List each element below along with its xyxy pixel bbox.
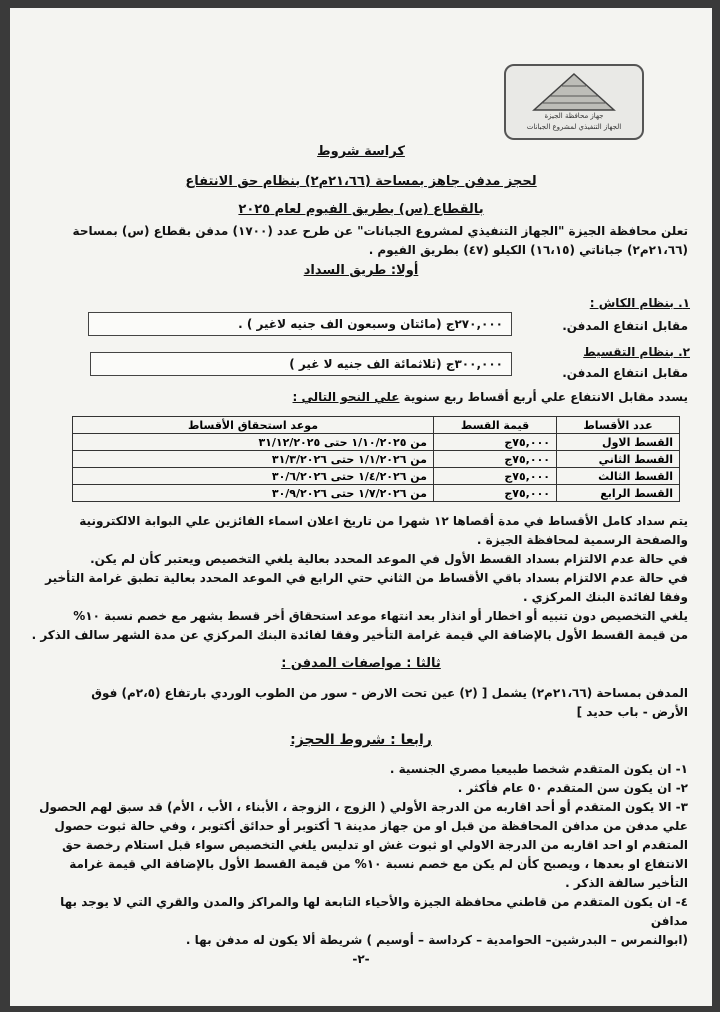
table-cell: ٧٥,٠٠٠ج [434, 434, 557, 451]
installment-value-box [90, 352, 512, 376]
specs-line-2: الأرض - باب حديد ] [576, 705, 688, 719]
condition-line: ١- ان يكون المتقدم شخصا طبيعيا مصري الجنسية . [389, 762, 688, 776]
table-cell: من ١/١/٢٠٢٦ حتى ٣١/٣/٢٠٢٦ [73, 451, 434, 468]
condition-line: ٤- ان يكون المتقدم من قاطني محافظة الجيزة والأحياء التابعة لها والمراكز والمدن والقري التي لا يوجد بها مدافن [60, 895, 688, 928]
rule-line: يتم سداد كامل الأقساط في مدة أقصاها ١٢ شهرا من تاريخ اعلان اسماء الفائزين علي البوابة الالكترونية [79, 514, 688, 528]
logo [504, 64, 644, 140]
page-number: -٢- [352, 952, 370, 966]
table-header: موعد استحقاق الأقساط [73, 417, 434, 434]
rule-line: والصفحة الرسمية لمحافظة الجيزة . [476, 533, 688, 547]
cash-label: مقابل انتفاع المدفن. [562, 319, 688, 333]
intro-line-1: تعلن محافظة الجيزة "الجهاز التنفيذي لمشروع الجبانات" عن طرح عدد (١٧٠٠) مدفن بقطاع (س) بمساحة [72, 224, 688, 238]
table-cell: ٧٥,٠٠٠ج [434, 451, 557, 468]
condition-line: التأخير سالفة الذكر . [565, 876, 688, 890]
condition-line: المتقدم او احد اقاربه من الدرجة الاولي او ثبوت غش او تدليس يلغي التخصيص سواء قبل استلام رخصة حق [62, 838, 688, 852]
subtitle-2: بالقطاع (س) بطريق الفيوم لعام ٢٠٢٥ [238, 202, 484, 217]
pyramid-logo-icon [530, 72, 618, 112]
table-row [73, 468, 680, 485]
rule-line: في حالة عدم الالتزام بسداد باقي الأقساط من الثاني حتي الرابع في الموعد المحدد بعالية تطبق غرامة التأخير [45, 571, 688, 585]
rule-line: وفقا لفائدة البنك المركزي . [522, 590, 688, 604]
table-cell: من ١/٧/٢٠٢٦ حتى ٣٠/٩/٢٠٢٦ [73, 485, 434, 502]
installment-note-a: يسدد مقابل الانتفاع علي أربع أقساط ربع سنوية [399, 390, 688, 404]
installments-table [72, 416, 680, 502]
logo-line1: جهاز محافظة الجيزة [544, 112, 604, 120]
table-cell: القسط الثاني [557, 451, 680, 468]
installment-note [293, 388, 688, 407]
table-header: عدد الأقساط [557, 417, 680, 434]
rule-line: في حالة عدم الالتزام بسداد القسط الأول في الموعد المحدد بعالية يلغي التخصيص ويعتبر كأن لم يكن. [90, 552, 688, 566]
installment-note-b: علي النحو التالي : [292, 390, 400, 404]
cash-heading: ١. بنظام الكاش : [589, 296, 690, 310]
installment-value: ٣٠٠,٠٠٠ج (ثلاثمائة الف جنيه لا غير ) [289, 357, 503, 371]
condition-line: ٢- ان يكون سن المتقدم ٥٠ عام فأكثر . [457, 781, 688, 795]
section3-heading: ثالثا : مواصفات المدفن : [281, 656, 441, 671]
table-header-row [73, 417, 680, 434]
specs-line-1: المدفن بمساحة (٢١،٦٦م٢) يشمل [ (٢) عين تحت الارض - سور من الطوب الوردي بارتفاع (٢،٥م) فوق [91, 686, 688, 700]
table-cell: القسط الثالث [557, 468, 680, 485]
table-row [73, 434, 680, 451]
cash-value: ٢٧٠,٠٠٠ج (مائتان وسبعون الف جنيه لاغير ) . [238, 317, 503, 331]
table-cell: ٧٥,٠٠٠ج [434, 468, 557, 485]
specs-paragraph [38, 684, 688, 722]
page-title: كراسة شروط [317, 144, 405, 159]
condition-line: (ابوالنمرس – البدرشين– الحوامدية – كرداسة – أوسيم ) شريطة ألا يكون له مدفن بها . [185, 933, 688, 947]
rule-line: من قيمة القسط الأول بالإضافة الي قيمة غرامة التأخير وفقا لفائدة البنك المركزي عن مدة الشهر سالف الذكر . [31, 628, 688, 642]
booking-conditions [28, 760, 688, 950]
document-page [10, 8, 712, 1006]
installment-label: مقابل انتفاع المدفن. [562, 366, 688, 380]
installment-heading: ٢. بنظام التقسيط [583, 345, 690, 359]
intro-paragraph [38, 222, 688, 260]
section1-heading: أولا: طريق السداد [303, 263, 419, 278]
subtitle-1: لحجز مدفن جاهز بمساحة (٢١،٦٦م٢) بنظام حق الانتفاع [185, 174, 537, 189]
cash-value-box [88, 312, 512, 336]
condition-line: الانتفاع او بعدها ، ويصبح كأن لم يكن مع خصم نسبة ١٠% من قيمة القسط الأول بالإضافة الي قيمة غرامة [69, 857, 688, 871]
table-row [73, 485, 680, 502]
section4-heading: رابعا : شروط الحجز: [290, 732, 432, 748]
condition-line: علي مدفن من مدافن المحافظة من قبل او من جهاز مدينة ٦ أكتوبر أو حدائق أكتوبر ، وفي حالة ثبوت حصول [54, 819, 688, 833]
table-cell: القسط الرابع [557, 485, 680, 502]
table-cell: القسط الاول [557, 434, 680, 451]
table-cell: من ١/٤/٢٠٢٦ حتى ٣٠/٦/٢٠٢٦ [73, 468, 434, 485]
table-cell: من ١/١٠/٢٠٢٥ حتى ٣١/١٢/٢٠٢٥ [73, 434, 434, 451]
logo-line2: الجهاز التنفيذي لمشروع الجبانات [526, 123, 622, 131]
payment-rules [28, 512, 688, 645]
table-row [73, 451, 680, 468]
intro-line-2: (٢١،٦٦م٢) جباناتي (١٦،١٥) الكيلو (٤٧) بطريق الفيوم . [368, 243, 688, 257]
table-header: قيمة القسط [434, 417, 557, 434]
rule-line: يلغي التخصيص دون تنبيه أو اخطار أو انذار بعد انتهاء موعد استحقاق أخر قسط بشهر مع خصم نسبة ١٠% [73, 609, 688, 623]
table-cell: ٧٥,٠٠٠ج [434, 485, 557, 502]
condition-line: ٣- الا يكون المتقدم أو أحد اقاربه من الدرجة الأولي ( الزوج ، الزوجة ، الأبناء ، الأب ، الأم) قد سبق لهم الحصول [39, 800, 688, 814]
